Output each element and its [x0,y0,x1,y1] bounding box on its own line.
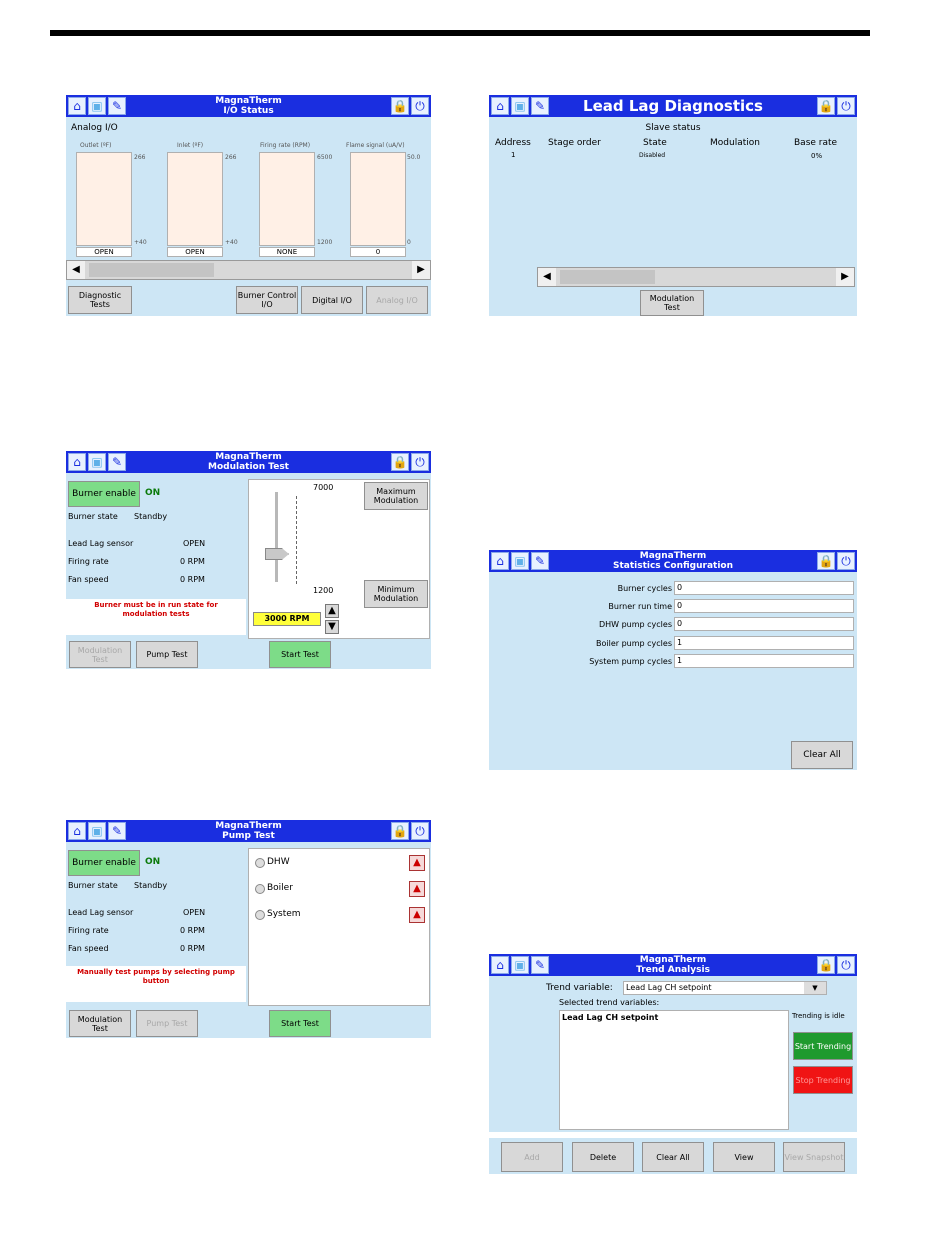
lock-icon[interactable]: 🔒 [818,554,834,568]
firing-rate-label: Firing rate [68,926,109,935]
rpm-up-icon[interactable]: ▲ [325,604,339,618]
slider-handle-icon[interactable] [265,548,289,560]
on-label: ON [145,857,161,867]
title-bar [66,451,431,473]
modulation-slider-box [248,479,430,639]
home-icon[interactable]: ⌂ [68,822,86,840]
maximum-modulation-button[interactable]: Maximum Modulation [364,482,428,510]
slider-min-label: 1200 [313,586,334,595]
pump-label: Boiler [267,883,293,893]
tool-icon[interactable]: ✎ [108,453,126,471]
pump-label: System [267,909,301,919]
tool-icon[interactable]: ✎ [108,97,126,115]
stop-trending-button[interactable]: Stop Trending [793,1066,853,1094]
scroll-thumb[interactable] [560,270,655,284]
gauge-min: 1200 [317,239,333,246]
lead-lag-sensor-value: OPEN [183,539,206,548]
scroll-thumb[interactable] [89,263,214,277]
burner-state-value: Standby [134,512,168,521]
pump-test-button[interactable]: Pump Test [136,641,198,668]
burner-state-label: Burner state [68,881,118,890]
home-icon[interactable]: ⌂ [68,97,86,115]
gauge-bar [167,152,223,246]
tool-icon[interactable]: ✎ [531,956,549,974]
home-icon[interactable]: ⌂ [68,453,86,471]
burner-enable-button[interactable]: Burner enable [68,850,140,876]
trend-variable-dropdown[interactable] [623,981,827,995]
gauge-value: 0 [350,247,406,257]
section-label: Analog I/O [71,123,118,133]
burner-state-label: Burner state [68,512,118,521]
home-icon[interactable]: ⌂ [491,97,509,115]
row-state: Disabled [639,152,666,159]
stat-label: Burner cycles [617,584,672,593]
screen-icon[interactable]: ▣ [511,956,529,974]
warning-text: Burner must be in run state for modulation tests [94,601,218,618]
stat-field[interactable]: 0 [674,599,854,613]
page-title [489,551,857,571]
burner-enable-button[interactable]: Burner enable [68,481,140,507]
stat-label: Burner run time [608,602,672,611]
screen-icon[interactable]: ▣ [511,97,529,115]
dhw-radio[interactable] [255,858,265,868]
horizontal-scrollbar[interactable] [66,260,431,280]
gauge-label: Outlet (ºF) [80,142,112,149]
gauge-min: 0 [407,239,411,246]
title-bar [489,95,857,117]
horizontal-scrollbar[interactable] [537,267,855,287]
message-box [66,966,246,1002]
selected-trend-list[interactable] [559,1010,789,1130]
row-address: 1 [511,151,516,159]
screen-icon[interactable]: ▣ [88,97,106,115]
gauge-min: +40 [134,239,147,246]
title-line-2: Modulation Test [208,462,289,472]
lock-icon[interactable]: 🔒 [392,99,408,113]
pump-test-panel [66,820,431,1038]
fan-speed-value: 0 RPM [180,575,205,584]
power-icon[interactable]: ⏻ [411,822,429,840]
title-line-2: I/O Status [223,106,274,116]
analog-io-button[interactable]: Analog I/O [366,286,428,314]
boiler-radio[interactable] [255,884,265,894]
title-line-1: MagnaTherm [639,955,707,965]
io-status-panel [66,95,431,316]
stat-label: DHW pump cycles [598,620,672,629]
gauge-min: +40 [225,239,238,246]
page-title [66,452,431,472]
modulation-test-button[interactable]: Modulation Test [640,290,704,316]
pump-test-button[interactable]: Pump Test [136,1010,198,1037]
selected-trend-label: Selected trend variables: [559,998,660,1007]
power-icon[interactable]: ⏻ [411,453,429,471]
gauge-bar [350,152,406,246]
column-header: State [643,138,667,148]
fan-speed-label: Fan speed [68,575,109,584]
start-test-button[interactable]: Start Test [269,1010,331,1037]
clear-all-button[interactable]: Clear All [642,1142,704,1172]
title-line-1: MagnaTherm [215,821,282,831]
top-rule [50,30,870,36]
gauge-max: 50.0 [407,154,421,161]
power-icon[interactable]: ⏻ [837,552,855,570]
title-bar [489,954,857,976]
system-radio[interactable] [255,910,265,920]
gauge-bar [76,152,132,246]
list-item[interactable]: Lead Lag CH setpoint [562,1013,659,1022]
gauge-label: Flame signal (uA/V) [346,142,405,149]
page-title [489,955,857,975]
gauge-bar [259,152,315,246]
digital-io-button[interactable]: Digital I/O [301,286,363,314]
screen-icon[interactable]: ▣ [511,552,529,570]
divider [489,1132,857,1138]
pump-icon[interactable]: ▲ [409,855,425,871]
title-line-2: Pump Test [222,831,275,841]
trending-status: Trending is idle [792,1012,845,1020]
minimum-modulation-button[interactable]: Minimum Modulation [364,580,428,608]
diagnostic-tests-button[interactable]: Diagnostic Tests [68,286,132,314]
view-button[interactable]: View [713,1142,775,1172]
scroll-left-icon[interactable]: ◀ [67,261,85,279]
gauge-label: Firing rate (RPM) [260,142,311,149]
start-test-button[interactable]: Start Test [269,641,331,668]
rpm-down-icon[interactable]: ▼ [325,620,339,634]
column-header: Base rate [794,138,838,148]
burner-state-value: Standby [134,881,168,890]
on-label: ON [145,488,161,498]
message-text: Manually test pumps by selecting pump button [77,968,235,985]
gauge-value: OPEN [167,247,223,257]
title-bar [489,550,857,572]
page-title [66,821,431,841]
start-trending-button[interactable]: Start Trending [793,1032,853,1060]
pump-list-box [248,848,430,1006]
title-line-2: Statistics Configuration [612,561,734,571]
trend-variable-label: Trend variable: [546,983,613,993]
lead-lag-sensor-label: Lead Lag sensor [68,908,134,917]
lock-icon[interactable]: 🔒 [392,824,408,838]
title-line-1: MagnaTherm [215,96,282,106]
title-line-1: MagnaTherm [215,452,282,462]
pump-icon[interactable]: ▲ [409,881,425,897]
slider-max-label: 7000 [313,483,334,492]
title-bar [66,95,431,117]
stat-field[interactable]: 1 [674,654,854,668]
home-icon[interactable]: ⌂ [491,956,509,974]
modulation-test-button[interactable]: Modulation Test [69,1010,131,1037]
slider-track[interactable] [275,492,278,582]
rpm-value-field[interactable]: 3000 RPM [253,612,321,626]
column-header: Stage order [548,138,601,148]
title-bar [66,820,431,842]
power-icon[interactable]: ⏻ [837,97,855,115]
lock-icon[interactable]: 🔒 [818,99,834,113]
modulation-test-panel [66,451,431,669]
statistics-configuration-panel [489,550,857,770]
column-header: Address [495,138,531,148]
gauge-value: NONE [259,247,315,257]
page-title [66,96,431,116]
tool-icon[interactable]: ✎ [531,97,549,115]
title-line-2: Trend Analysis [636,965,710,975]
lead-lag-sensor-label: Lead Lag sensor [68,539,134,548]
lock-icon[interactable]: 🔒 [392,455,408,469]
modulation-test-button[interactable]: Modulation Test [69,641,131,668]
tool-icon[interactable]: ✎ [531,552,549,570]
scroll-left-icon[interactable]: ◀ [538,268,556,286]
gauge-max: 266 [225,154,237,161]
pump-label: DHW [267,857,290,867]
lead-lag-sensor-value: OPEN [183,908,206,917]
gauge-label: Inlet (ºF) [177,142,204,149]
home-icon[interactable]: ⌂ [491,552,509,570]
burner-control-io-button[interactable]: Burner Control I/O [236,286,298,314]
lock-icon[interactable]: 🔒 [818,958,834,972]
slave-status-label: Slave status [645,123,701,133]
stat-field[interactable]: 1 [674,636,854,650]
title-line-1: MagnaTherm [639,551,707,561]
stat-label: System pump cycles [589,657,672,666]
scroll-right-icon[interactable]: ▶ [412,261,430,279]
lead-lag-panel [489,95,857,316]
clear-all-button[interactable]: Clear All [791,741,853,769]
row-base-rate: 0% [811,152,823,160]
gauge-value: OPEN [76,247,132,257]
trend-variable-value: Lead Lag CH setpoint [626,983,712,992]
tool-icon[interactable]: ✎ [108,822,126,840]
screen-icon[interactable]: ▣ [88,453,106,471]
stat-field[interactable]: 0 [674,581,854,595]
gauge-max: 6500 [317,154,333,161]
power-icon[interactable]: ⏻ [837,956,855,974]
delete-button[interactable]: Delete [572,1142,634,1172]
slider-scale [296,496,297,584]
stat-field[interactable]: 0 [674,617,854,631]
gauge-max: 266 [134,154,146,161]
stat-label: Boiler pump cycles [596,639,672,648]
warning-box [66,599,246,635]
fan-speed-value: 0 RPM [180,944,205,953]
column-header: Modulation [710,138,760,148]
firing-rate-label: Firing rate [68,557,109,566]
view-snapshot-button[interactable]: View Snapshot [783,1142,845,1172]
pump-icon[interactable]: ▲ [409,907,425,923]
page-title: Lead Lag Diagnostics [583,97,763,115]
chevron-down-icon[interactable]: ▼ [804,982,826,994]
scroll-right-icon[interactable]: ▶ [836,268,854,286]
fan-speed-label: Fan speed [68,944,109,953]
firing-rate-value: 0 RPM [180,926,205,935]
screen-icon[interactable]: ▣ [88,822,106,840]
trend-analysis-panel [489,954,857,1174]
add-button[interactable]: Add [501,1142,563,1172]
firing-rate-value: 0 RPM [180,557,205,566]
power-icon[interactable]: ⏻ [411,97,429,115]
